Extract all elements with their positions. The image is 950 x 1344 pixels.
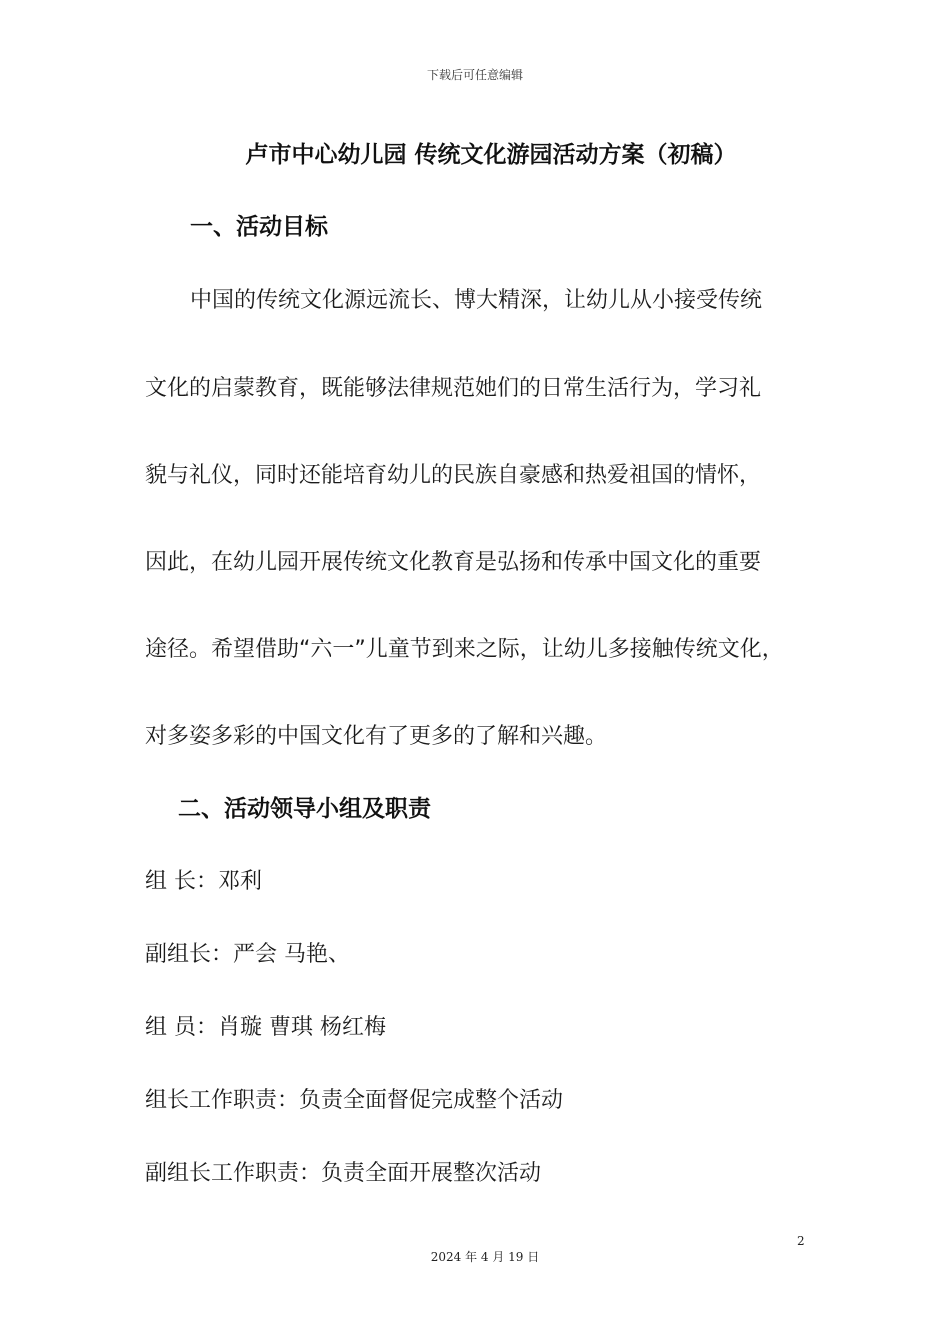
paragraph-line: 因此，在幼儿园开展传统文化教育是弘扬和传承中国文化的重要 [145, 550, 762, 575]
deputy-leader-line: 副组长：严会 马艳、 [145, 942, 350, 967]
leader-duty-line: 组长工作职责：负责全面督促完成整个活动 [145, 1088, 564, 1113]
footer-date: 2024 年 4 月 19 日 [430, 1250, 540, 1264]
team-leader-line: 组 长：邓利 [145, 869, 262, 894]
paragraph-line: 貌与礼仪，同时还能培育幼儿的民族自豪感和热爱祖国的情怀， [145, 463, 762, 488]
paragraph-line: 对多姿多彩的中国文化有了更多的了解和兴趣。 [145, 724, 608, 749]
paragraph-line: 中国的传统文化源远流长、博大精深，让幼儿从小接受传统 [190, 288, 763, 313]
section-heading-leadership: 二、活动领导小组及职责 [178, 796, 431, 822]
section-heading-goals: 一、活动目标 [190, 214, 328, 240]
paragraph-line: 途径。希望借助“六一”儿童节到来之际，让幼儿多接触传统文化， [145, 637, 784, 662]
document-title: 卢市中心幼儿园 传统文化游园活动方案（初稿） [245, 142, 737, 168]
header-note: 下载后可任意编辑 [426, 68, 523, 82]
paragraph-line: 文化的启蒙教育，既能够法律规范她们的日常生活行为，学习礼 [145, 376, 762, 401]
deputy-duty-line: 副组长工作职责：负责全面开展整次活动 [145, 1161, 542, 1186]
team-members-line: 组 员：肖璇 曹琪 杨红梅 [145, 1015, 386, 1040]
page-number: 2 [797, 1234, 805, 1248]
